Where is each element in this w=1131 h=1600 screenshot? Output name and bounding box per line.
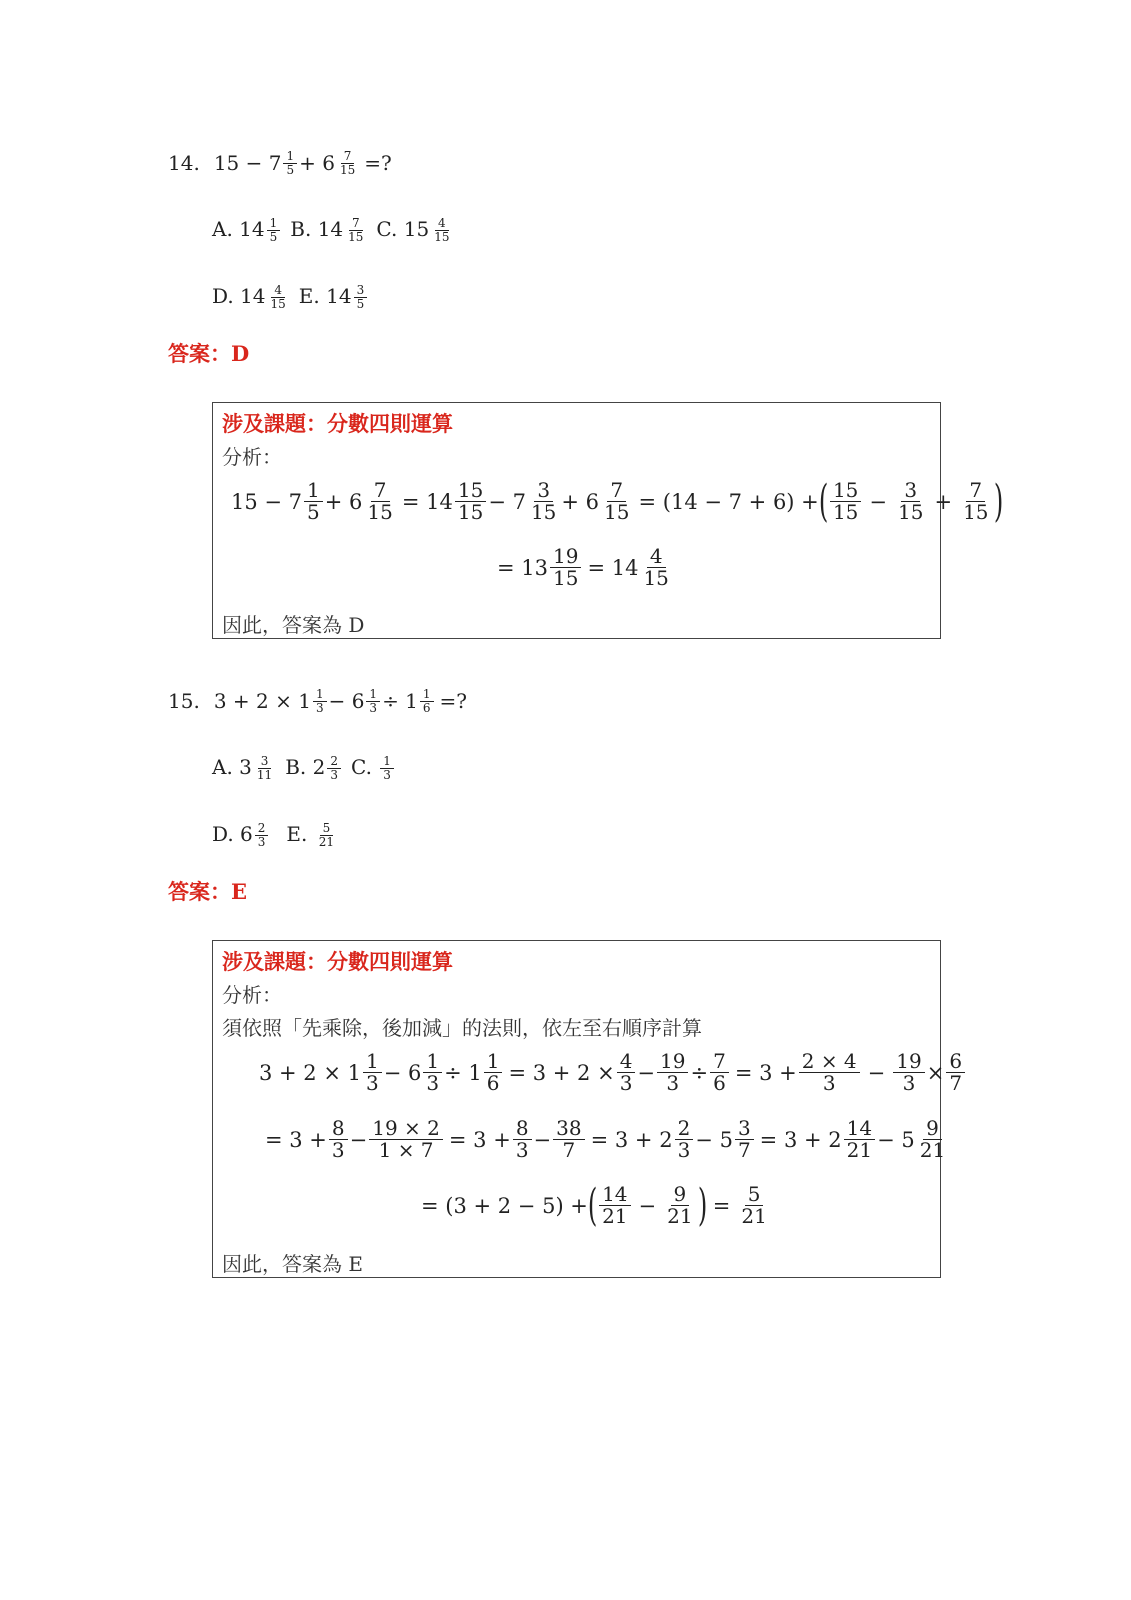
topic-title: 涉及課題：分數四則運算 xyxy=(222,949,453,974)
rule-text: 須依照「先乘除，後加減」的法則，依左至右順序計算 xyxy=(222,1016,702,1040)
q14-stem: 14. 15 − 7 $\frac{1}{5}$ + 6 $\frac{7}{15}$ =? xyxy=(168,149,392,177)
q15-options-row2 xyxy=(212,822,339,849)
q14-options-row2 xyxy=(212,284,369,311)
fraction: $\frac{1}{5}$ xyxy=(283,150,297,176)
q15-working-line2: = 3 + $\frac{8}{3}$ − $\frac{19 \times 2}{1 \times 7}$ = 3 + $\frac{8}{3}$ − $\frac{38}{7}$ = 3 + 2 $\frac{2}{3}$ − 5 $\frac{3}{7}$ = 3 + 2 $\frac{14}{21}$ − 5 $\frac{9}{21}$ xyxy=(265,1116,946,1162)
option-b[interactable]: B. 2 $\frac{2}{3}$ xyxy=(285,755,343,782)
q14-working-line1: 15 − 7 $\frac{1}{5}$ + 6 $\frac{7}{15}$ = 14 $\frac{15}{15}$ − 7 $\frac{3}{15}$ + 6 $\frac{7}{15}$ = (14 − 7 + 6) + ( $\frac{15}{15}$ − $\frac{3}{15}$ + $\frac{7}{15}$ ) xyxy=(231,475,1003,527)
q14-analysis-box xyxy=(212,402,1003,639)
option-d[interactable]: D. 14 $\frac{4}{15}$ xyxy=(212,283,286,311)
q14-options-row1 xyxy=(212,217,454,244)
q14-number: 14. xyxy=(168,151,200,176)
option-e[interactable]: E. $\frac{5}{21}$ xyxy=(286,821,335,849)
q15-options-row1 xyxy=(212,755,396,782)
topic-title: 涉及課題：分數四則運算 xyxy=(222,411,453,436)
q15-answer: 答案：E xyxy=(168,879,248,904)
conclusion: 因此，答案為 D xyxy=(222,613,365,637)
conclusion: 因此，答案為 E xyxy=(222,1252,363,1276)
q15-stem: 15. 3 + 2 × 1 $\frac{1}{3}$ − 6 $\frac{1}{3}$ ÷ 1 $\frac{1}{6}$ =? xyxy=(168,687,468,715)
option-e[interactable]: E. 14 $\frac{3}{5}$ xyxy=(299,284,369,311)
q15-number: 15. xyxy=(168,689,200,714)
option-d[interactable]: D. 6 $\frac{2}{3}$ xyxy=(212,822,270,849)
option-c[interactable]: C. 15 $\frac{4}{15}$ xyxy=(376,216,450,244)
q14-answer: 答案：D xyxy=(168,341,250,366)
option-a[interactable]: A. 3 $\frac{3}{11}$ xyxy=(212,754,273,782)
q15-working-line3: = (3 + 2 − 5) + ( $\frac{14}{21}$ − $\frac{9}{21}$ ) = $\frac{5}{21}$ xyxy=(421,1179,767,1231)
q15-working-line1: 3 + 2 × 1 $\frac{1}{3}$ − 6 $\frac{1}{3}$ ÷ 1 $\frac{1}{6}$ = 3 + 2 × $\frac{4}{3}$ − $\frac{19}{3}$ ÷ $\frac{7}{6}$ = 3 + $\frac{2 \times 4}{3}$ − $\frac{19}{3}$ × $\frac{6}{7}$ xyxy=(259,1051,967,1094)
option-b[interactable]: B. 14 $\frac{7}{15}$ xyxy=(290,216,364,244)
analysis-label: 分析： xyxy=(222,445,282,469)
fraction: $\frac{7}{15}$ xyxy=(339,149,356,177)
option-c[interactable]: C. $\frac{1}{3}$ xyxy=(351,755,396,782)
option-a[interactable]: A. 14 $\frac{1}{5}$ xyxy=(212,217,282,244)
q14-working-line2: = 13 $\frac{19}{15}$ = 14 $\frac{4}{15}$ xyxy=(497,544,669,590)
analysis-label: 分析： xyxy=(222,983,282,1007)
q15-analysis-box xyxy=(212,940,963,1278)
